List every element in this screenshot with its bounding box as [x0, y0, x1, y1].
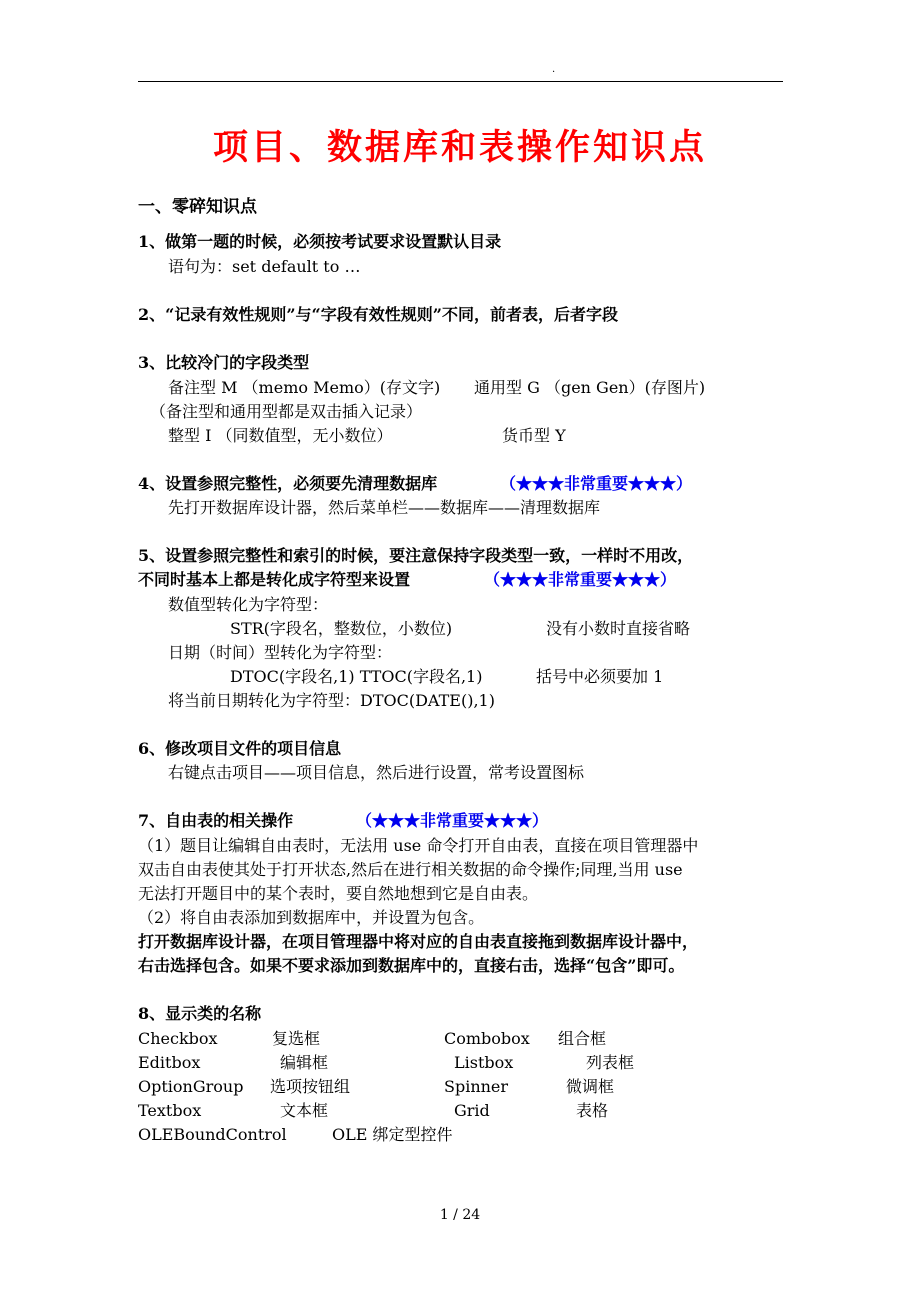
header-mark: .	[552, 64, 556, 75]
item-5-dtoc-note: 括号中必须要加 1	[536, 667, 664, 686]
class-label: 列表框	[586, 1053, 635, 1072]
item-5-line-3: 数值型转化为字符型：	[168, 595, 329, 614]
item-7-line-3: 双击自由表使其处于打开状态,然后在进行相关数据的命令操作;同理,当用 use	[138, 860, 683, 879]
item-7-line-4: 无法打开题目中的某个表时，要自然地想到它是自由表。	[138, 884, 539, 903]
item-5-dtoc-function: DTOC(字段名,1) TTOC(字段名,1)	[230, 667, 483, 686]
item-7-line-6: 打开数据库设计器，在项目管理器中将对应的自由表直接拖到数据库设计器中，	[138, 932, 699, 951]
page-title: 项目、数据库和表操作知识点	[212, 127, 707, 168]
item-6-line-2: 右键点击项目——项目信息，然后进行设置，常考设置图标	[168, 763, 585, 782]
item-5-line-2: 不同时基本上都是转化成字符型来设置	[138, 570, 411, 589]
item-7-line-2: （1）题目让编辑自由表时，无法用 use 命令打开自由表，直接在项目管理器中	[138, 836, 699, 855]
item-3-memo-type: 备注型 M （memo Memo）(存文字)	[168, 378, 441, 397]
class-label: 选项按钮组	[270, 1077, 351, 1096]
item-5-line-7: 将当前日期转化为字符型：DTOC(DATE(),1)	[168, 691, 495, 710]
item-3-note: （备注型和通用型都是双击插入记录）	[150, 402, 423, 421]
item-3-currency-type: 货币型 Y	[502, 426, 566, 445]
class-name: Textbox	[138, 1101, 202, 1120]
item-2-line-1: 2、“记录有效性规则”与“字段有效性规则”不同，前者表，后者字段	[138, 305, 618, 324]
item-5-importance-mark: （★★★非常重要★★★）	[484, 570, 677, 589]
item-7-line-7: 右击选择包含。如果不要求添加到数据库中的，直接右击，选择“包含”即可。	[138, 956, 685, 975]
class-name: Combobox	[444, 1029, 530, 1048]
class-name: OptionGroup	[138, 1077, 244, 1096]
item-7-line-5: （2）将自由表添加到数据库中，并设置为包含。	[138, 908, 485, 927]
item-5-line-1: 5、设置参照完整性和索引的时候，要注意保持字段类型一致，一样时不用改，	[138, 546, 694, 565]
class-name: Checkbox	[138, 1029, 218, 1048]
class-name: Listbox	[454, 1053, 514, 1072]
item-5-line-5: 日期（时间）型转化为字符型：	[168, 643, 393, 662]
item-5-str-function: STR(字段名，整数位，小数位)	[230, 619, 453, 638]
class-name: Grid	[454, 1101, 490, 1120]
class-label: 微调框	[566, 1077, 615, 1096]
item-4-importance-mark: （★★★非常重要★★★）	[500, 474, 693, 493]
item-4-line-1: 4、设置参照完整性，必须要先清理数据库	[138, 474, 438, 493]
item-1-line-1: 1、做第一题的时候，必须按考试要求设置默认目录	[138, 232, 502, 251]
class-name: Spinner	[444, 1077, 509, 1096]
page-number: 1 / 24	[439, 1207, 481, 1223]
class-label: 组合框	[558, 1029, 607, 1048]
class-label: 复选框	[272, 1029, 321, 1048]
item-6-line-1: 6、修改项目文件的项目信息	[138, 739, 342, 758]
item-4-line-2: 先打开数据库设计器，然后菜单栏——数据库——清理数据库	[168, 498, 601, 517]
item-3-general-type: 通用型 G （gen Gen）(存图片)	[474, 378, 706, 397]
class-label: 表格	[576, 1101, 609, 1120]
header-rule	[138, 81, 783, 82]
class-label: 编辑框	[280, 1053, 329, 1072]
item-3-integer-type: 整型 I （同数值型，无小数位）	[168, 426, 393, 445]
section-heading: 一、零碎知识点	[138, 197, 257, 217]
item-8-line-1: 8、显示类的名称	[138, 1004, 262, 1023]
item-3-line-1: 3、比较冷门的字段类型	[138, 353, 310, 372]
item-7-importance-mark: （★★★非常重要★★★）	[356, 811, 549, 830]
class-name: Editbox	[138, 1053, 201, 1072]
item-5-str-note: 没有小数时直接省略	[546, 619, 691, 638]
class-name: OLEBoundControl	[138, 1125, 287, 1144]
item-1-line-2: 语句为：set default to …	[168, 257, 361, 276]
class-label: 文本框	[280, 1101, 329, 1120]
class-label: OLE 绑定型控件	[332, 1125, 453, 1144]
item-7-line-1: 7、自由表的相关操作	[138, 811, 294, 830]
